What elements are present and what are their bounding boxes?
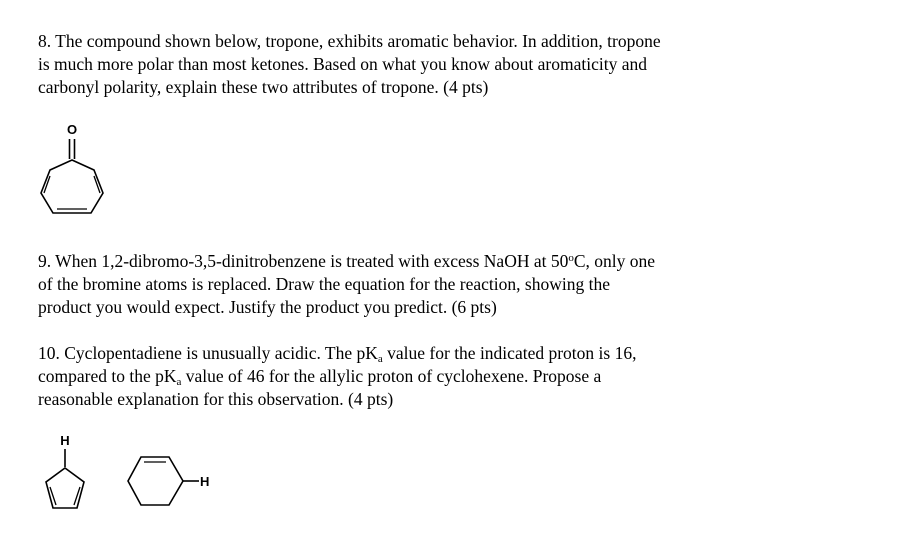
question-8 <box>38 30 778 99</box>
five-membered-ring <box>46 468 84 508</box>
oxygen-atom-label: O <box>66 122 78 137</box>
hydrogen-atom-label: H <box>60 433 70 448</box>
pka-subscript-1: a <box>377 353 383 365</box>
question-10-line-1-end: value for the indicated proton is 16, <box>382 343 637 363</box>
tropone-structure <box>30 115 120 225</box>
question-9-line-1-start: 9. When 1,2-dibromo-3,5-dinitrobenzene is treated with excess NaOH at 50 <box>38 251 569 271</box>
question-10-line-2-start: compared to the pK <box>38 366 177 386</box>
question-10-line-2 <box>38 365 778 388</box>
degree-symbol: o <box>568 252 574 264</box>
question-9-line-2: of the bromine atoms is replaced. Draw the equation for the reaction, showing the <box>38 274 610 294</box>
question-10 <box>38 342 778 411</box>
seven-membered-ring <box>41 160 103 213</box>
allylic-hydrogen-label: H <box>200 474 210 489</box>
question-10-line-3: reasonable explanation for this observation. (4 pts) <box>38 389 394 409</box>
question-9-line-1-end: C, only one <box>573 251 656 271</box>
cyclopentadiene-structure <box>35 428 105 523</box>
question-10-line-1-start: 10. Cyclopentadiene is unusually acidic. The pK <box>38 343 378 363</box>
question-10-line-1 <box>38 342 778 365</box>
six-membered-ring <box>128 457 183 505</box>
cyclohexene-structure <box>122 450 232 510</box>
question-9-line-1 <box>38 250 778 273</box>
question-9 <box>38 250 778 319</box>
question-8-line-1: 8. The compound shown below, tropone, exhibits aromatic behavior. In addition, tropone <box>38 31 661 51</box>
question-9-line-3: product you would expect. Justify the product you predict. (6 pts) <box>38 297 497 317</box>
question-10-line-2-end: value of 46 for the allylic proton of cyclohexene. Propose a <box>181 366 602 386</box>
pka-subscript-2: a <box>176 376 182 388</box>
question-8-line-2: is much more polar than most ketones. Based on what you know about aromaticity and <box>38 54 647 74</box>
question-8-line-3: carbonyl polarity, explain these two attributes of tropone. (4 pts) <box>38 77 489 97</box>
